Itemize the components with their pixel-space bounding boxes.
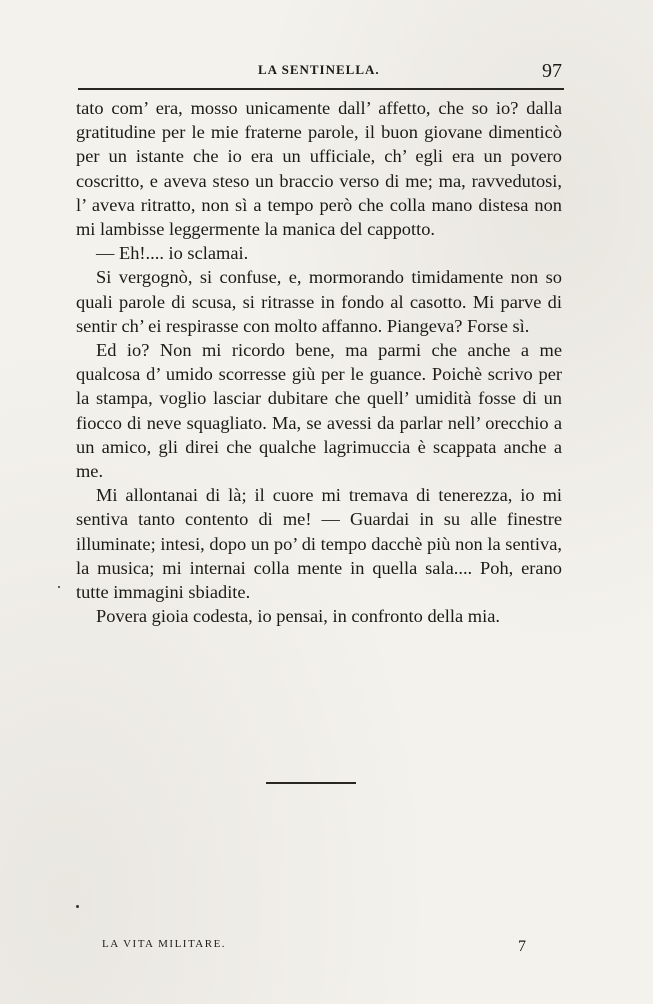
paragraph-4: Ed io? Non mi ricordo bene, ma parmi che anche a me qualcosa d’ umido scorresse giù per le guance. Poichè scrivo per la stampa, voglio lasciar dubitare che quell’ umidità fosse di un fiocco di neve squagliato. Ma, se avessi da parlar nell’ orecchio a un amico, gli direi che qualche lagrimuccia è scappata anche a me. <box>76 340 562 482</box>
signature-number: 7 <box>518 938 526 955</box>
running-title: LA SENTINELLA. <box>258 62 380 77</box>
paragraph-6: Povera gioia codesta, io pensai, in confronto della mia. <box>96 606 500 627</box>
page-number: 97 <box>542 60 562 82</box>
paragraph-3: Si vergognò, si confuse, e, mormorando timidamente non so quali parole di scusa, si ritrasse in fondo al casotto. Mi parve di sentir ch’ ei respirasse con molto affanno. Piangeva? Forse sì. <box>76 267 562 336</box>
signature-mark: LA VITA MILITARE. <box>102 938 227 950</box>
body-text <box>76 96 562 628</box>
paragraph-2: — Eh!.... io sclamai. <box>96 243 249 264</box>
paragraph-5: Mi allontanai di là; il cuore mi tremava di tenerezza, io mi sentiva tanto contento di me! — Guardai in su alle finestre illuminate; intesi, dopo un po’ di tempo dacchè più non la sentiva, la musica; mi internai colla mente in quella sala.... Poh, erano tutte immagini sbiadite. <box>76 485 562 603</box>
ink-speck <box>76 905 79 908</box>
end-rule <box>266 782 356 784</box>
ink-speck <box>58 586 60 588</box>
header-rule <box>78 88 564 90</box>
paragraph-1: tato com’ era, mosso unicamente dall’ affetto, che so io? dalla gratitudine per le mie fraterne parole, il buon giovane dimenticò per un istante che io era un ufficiale, ch’ egli era un povero coscritto, e aveva steso un braccio verso di me; ma, ravvedutosi, l’ aveva ritratto, non sì a tempo però che colla mano distesa non mi lambisse leggermente la manica del cappotto. <box>76 98 562 240</box>
